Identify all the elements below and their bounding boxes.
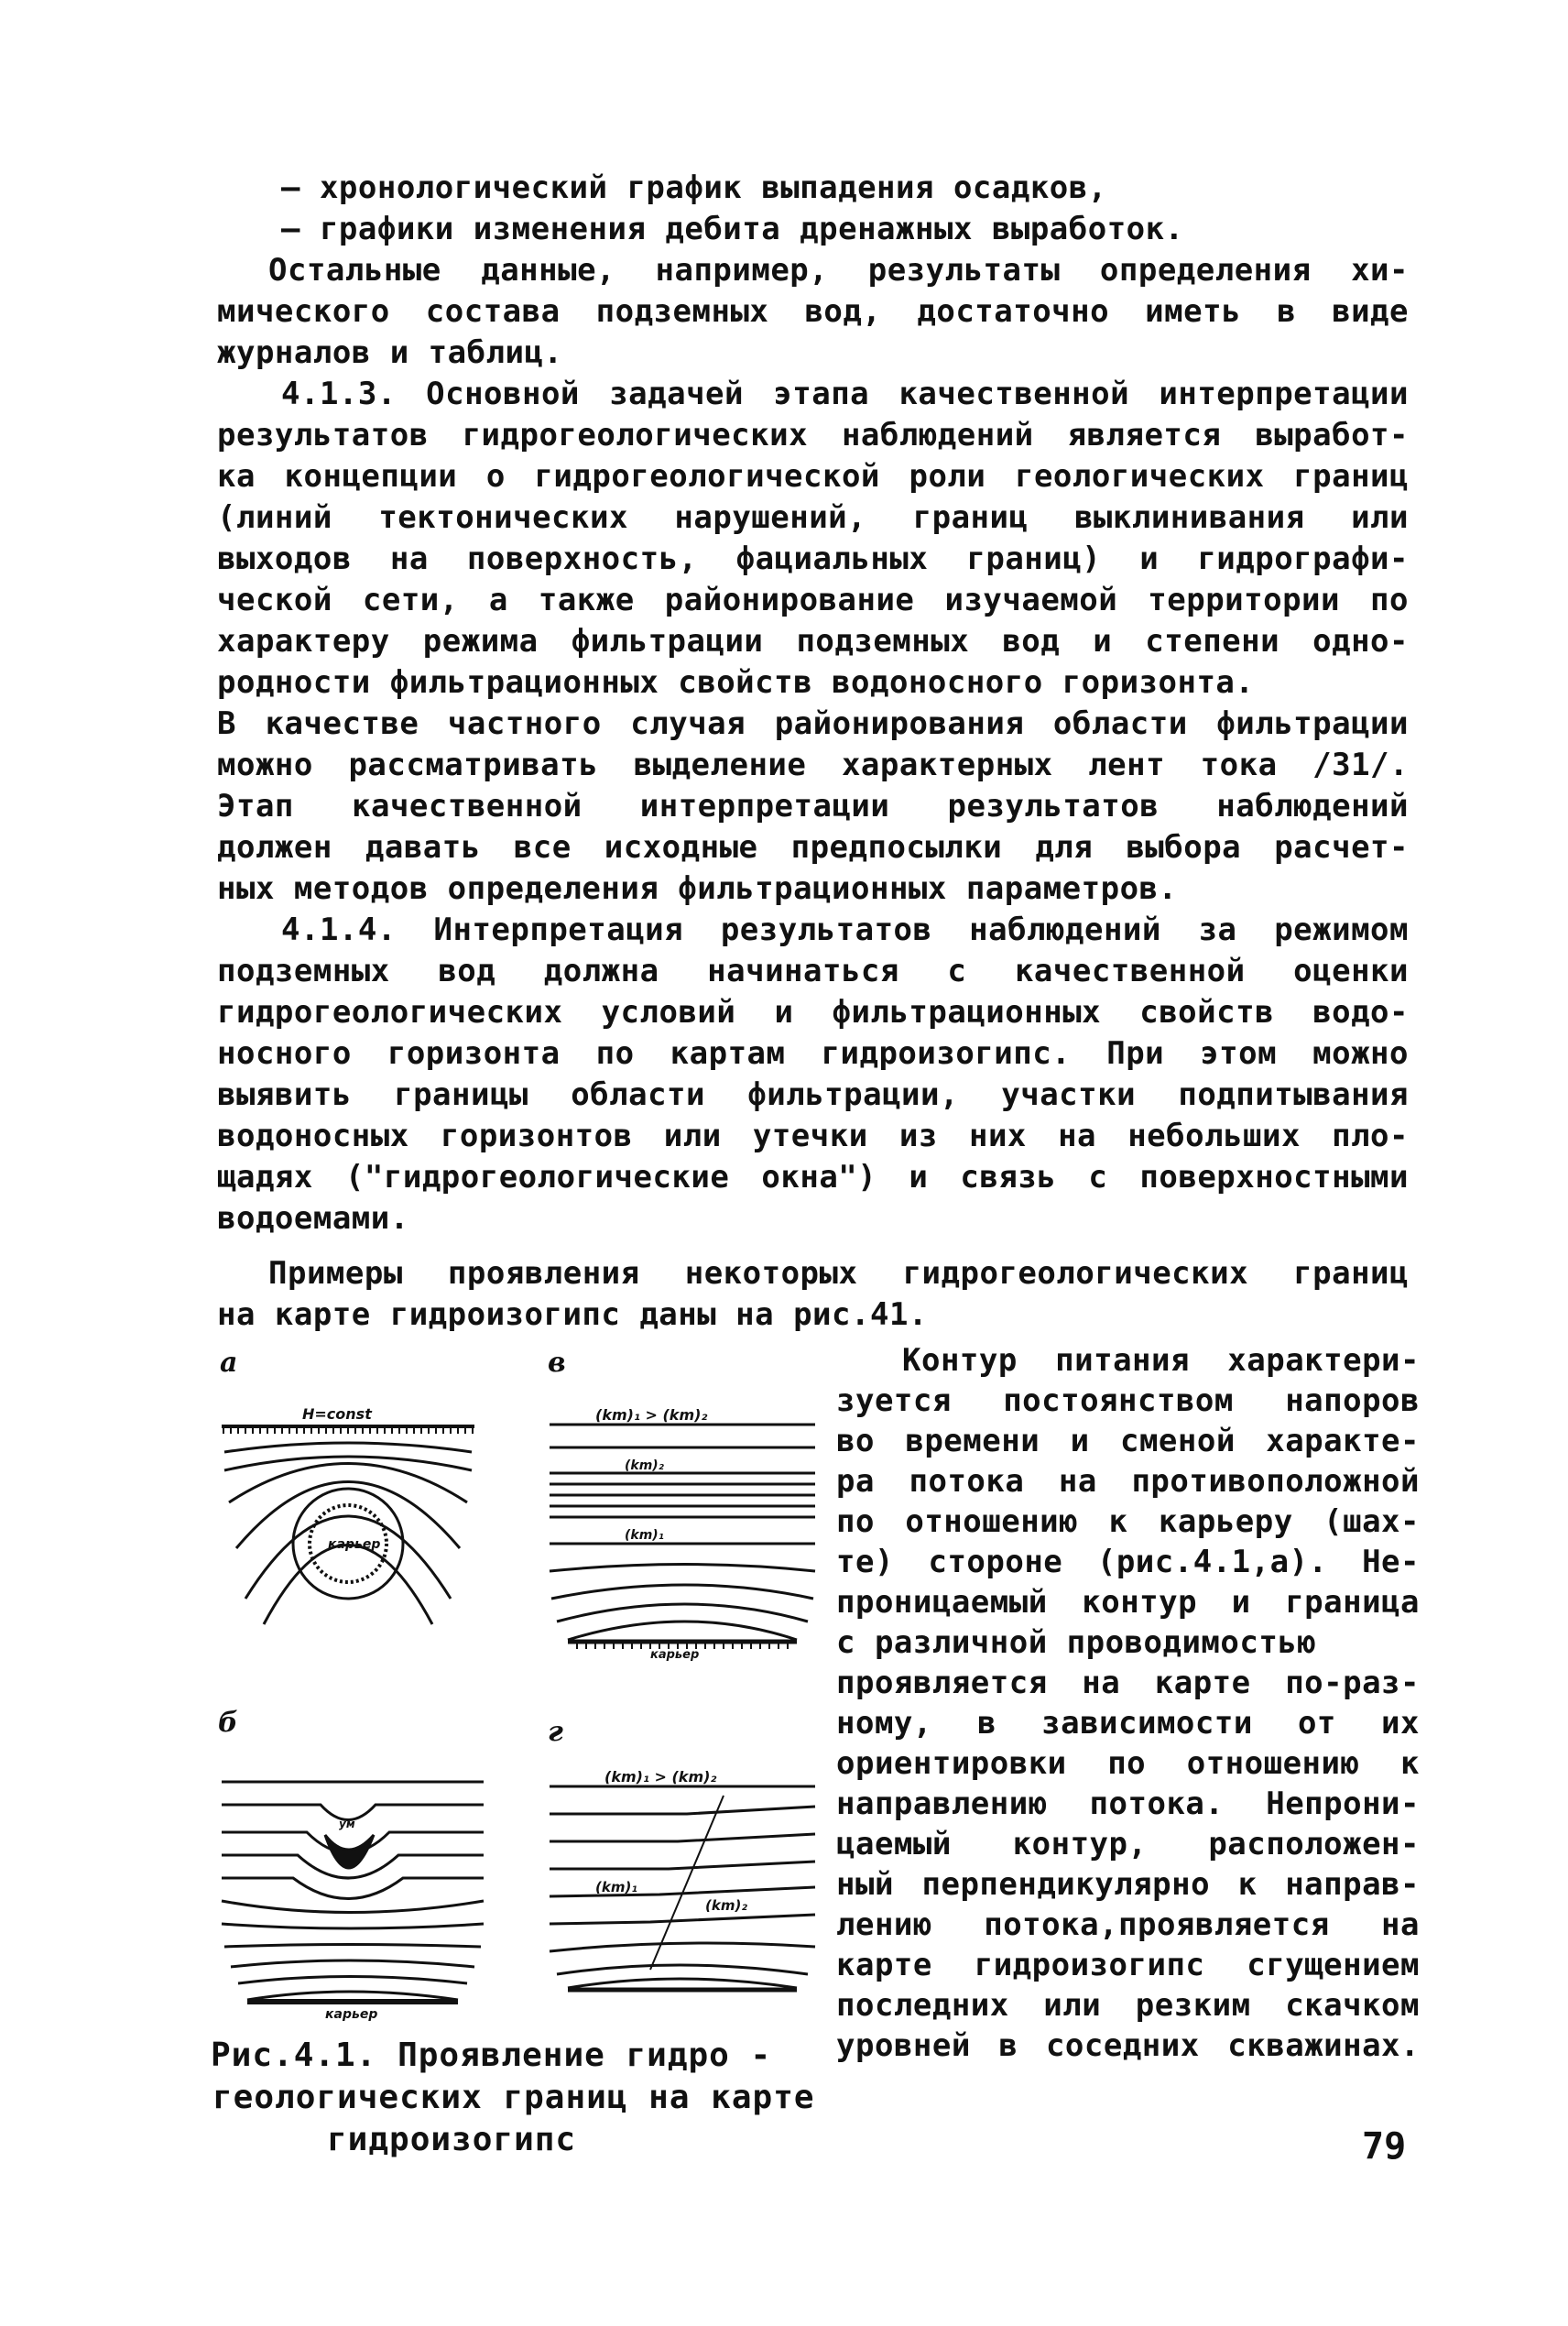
figure-a-diagram [211,1388,485,1672]
text-line: подземных вод должна начинаться с качественной оценки [217,953,1409,989]
text-line: на карте гидроизогипс даны на рис.41. [217,1296,928,1333]
figure-v-top-label: (km)₁ > (km)₂ [595,1406,708,1424]
text-line: В качестве частного случая районирования области фильтрации [217,705,1409,742]
figure-v-diagram [540,1383,833,1662]
text-line: зуется постоянством напоров [836,1382,1420,1419]
figure-v-quarry-label: карьер [650,1648,700,1662]
text-line: Примеры проявления некоторых гидрогеологических границ [268,1255,1409,1292]
text-line: мического состава подземных вод, достаточно иметь в виде [217,293,1409,330]
text-line: 4.1.3. Основной задачей этапа качественной интерпретации [281,376,1409,412]
text-line: ориентировки по отношению к [836,1745,1420,1782]
text-line: (линий тектонических нарушений, границ выклинивания или [217,499,1409,536]
figure-g-km1-label: (km)₁ [595,1879,637,1895]
figure-caption-line-3: гидроизогипс [327,2121,577,2158]
text-line: характеру режима фильтрации подземных вод и степени одно- [217,623,1409,660]
text-line: результатов гидрогеологических наблюдений является выработ- [217,417,1409,453]
figure-g-top-label: (km)₁ > (km)₂ [604,1768,717,1785]
text-line: гидрогеологических условий и фильтрационных свойств водо- [217,994,1409,1031]
text-line: цаемый контур, расположен- [836,1826,1420,1862]
figure-label-g: г [548,1716,563,1748]
text-line: во времени и сменой характе- [836,1423,1420,1459]
text-line: ка концепции о гидрогеологической роли геологических границ [217,458,1409,495]
text-line: ческой сети, а также районирование изучаемой территории по [217,582,1409,618]
figure-b-diagram [211,1764,495,2022]
text-line: водоносных горизонтов или утечки из них на небольших пло- [217,1118,1409,1154]
text-line: те) стороне (рис.4.1,а). Не- [836,1544,1420,1580]
text-line: проницаемый контур и граница [836,1584,1420,1621]
text-line: по отношению к карьеру (шах- [836,1503,1420,1540]
text-line: с различной проводимостью [836,1624,1317,1661]
text-line: щадях ("гидрогеологические окна") и связь с поверхностными [217,1159,1409,1196]
text-line: родности фильтрационных свойств водоносного горизонта. [217,664,1255,701]
text-line: ра потока на противоположной [836,1463,1420,1500]
text-line: должен давать все исходные предпосылки для выбора расчет- [217,829,1409,866]
text-line: Остальные данные, например, результаты определения хи- [268,252,1409,289]
figure-v-km1-label: (km)₁ [625,1528,664,1543]
text-line: 4.1.4. Интерпретация результатов наблюдений за режимом [281,912,1409,948]
text-line: – графики изменения дебита дренажных выработок. [281,211,1184,247]
text-line: Контур питания характери- [902,1342,1420,1379]
figure-v-km2-label: (km)₂ [625,1458,664,1473]
figure-label-b: б [218,1707,238,1739]
figure-a-quarry-label: карьер [328,1537,381,1552]
figure-a-head-label: H=const [302,1405,372,1423]
text-line: ных методов определения фильтрационных параметров. [217,870,1178,907]
figure-label-v: в [548,1347,566,1379]
figure-label-a: а [220,1347,238,1379]
text-line: ному, в зависимости от их [836,1705,1420,1742]
figure-b-quarry-label: карьер [325,2007,378,2022]
text-line: выходов на поверхность, фациальных границ) и гидрографи- [217,541,1409,577]
figure-g-diagram [540,1750,833,2006]
text-line: Этап качественной интерпретации результатов наблюдений [217,788,1409,824]
text-line: выявить границы области фильтрации, участки подпитывания [217,1076,1409,1113]
text-line: лению потока,проявляется на [836,1906,1420,1943]
text-line: ный перпендикулярно к направ- [836,1866,1420,1903]
text-line: карте гидроизогипс сгущением [836,1947,1420,1983]
text-line: уровней в соседних скважинах. [836,2027,1420,2064]
text-line: журналов и таблиц. [217,334,563,371]
figure-g-km2-label: (km)₂ [705,1897,747,1914]
text-line: – хронологический график выпадения осадков, [281,169,1107,206]
text-line: можно рассматривать выделение характерных лент тока /31/. [217,747,1409,783]
text-line: проявляется на карте по-раз- [836,1665,1420,1701]
text-line: водоемами. [217,1200,409,1237]
figure-b-inclusion-label: ум [339,1818,355,1830]
text-line: направлению потока. Непрони- [836,1785,1420,1822]
text-line: последних или резким скачком [836,1987,1420,2024]
page-number: 79 [1362,2125,1407,2168]
figure-caption-line-1: Рис.4.1. Проявление гидро - [211,2037,772,2074]
text-line: носного горизонта по картам гидроизогипс. При этом можно [217,1035,1409,1072]
figure-caption-line-2: геологических границ на карте [212,2079,815,2116]
